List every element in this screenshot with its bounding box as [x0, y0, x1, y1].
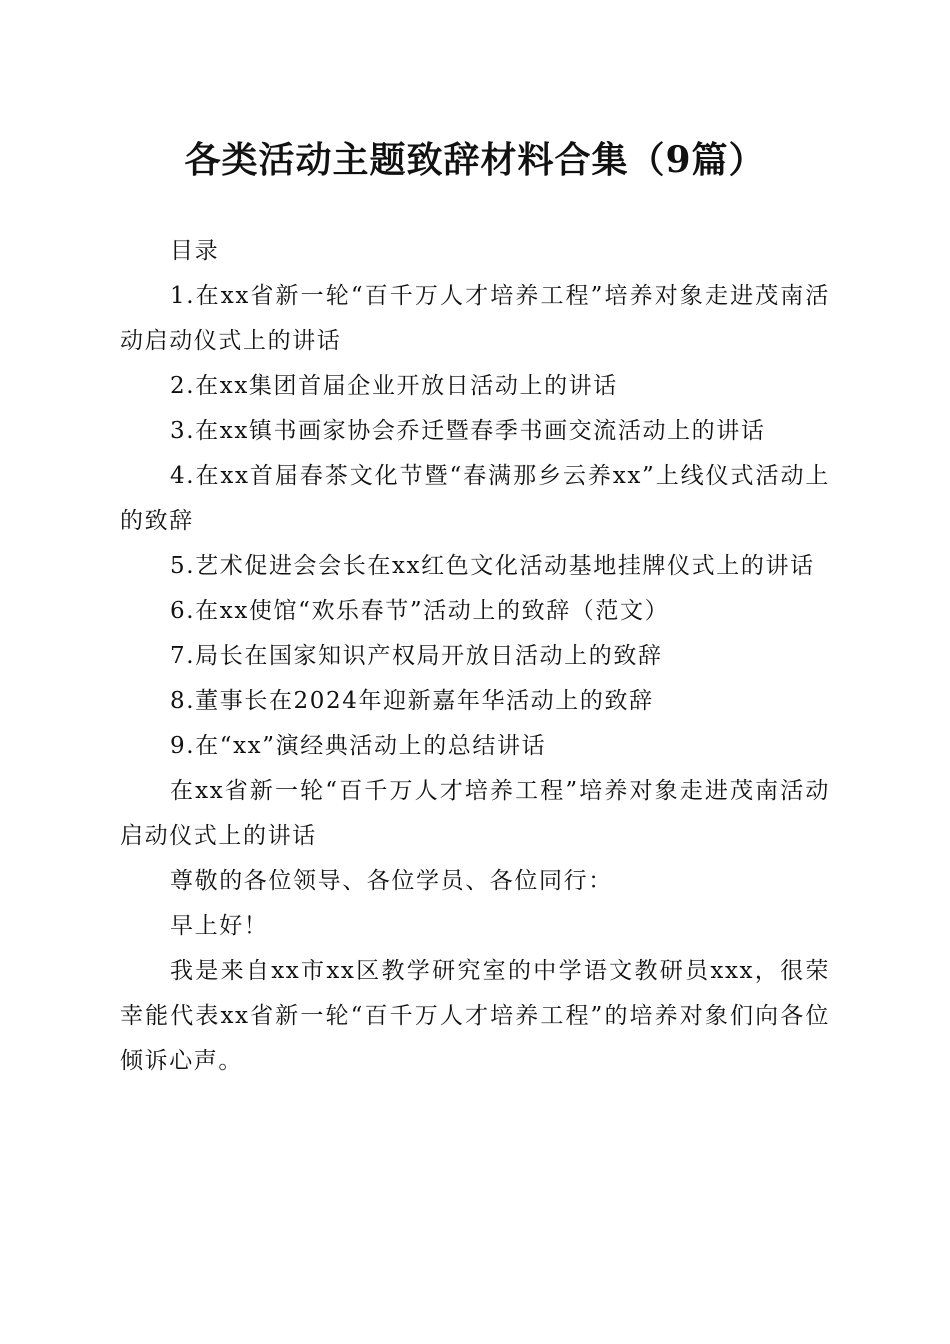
toc-item-9: 9.在“xx”演经典活动上的总结讲话 [170, 733, 547, 759]
toc-item-3: 3.在xx镇书画家协会乔迁暨春季书画交流活动上的讲话 [170, 418, 766, 444]
toc-item-7: 7.局长在国家知识产权局开放日活动上的致辞 [170, 643, 663, 669]
body-paragraph: 我是来自xx市xx区教学研究室的中学语文教研员xxx，很荣幸能代表xx省新一轮“百千万人才培养工程”的培养对象们向各位倾诉心声。 [120, 958, 830, 1074]
toc-item-4: 4.在xx首届春茶文化节暨“春满那乡云养xx”上线仪式活动上的致辞 [120, 463, 830, 534]
toc-item-1: 1.在xx省新一轮“百千万人才培养工程”培养对象走进茂南活动启动仪式上的讲话 [120, 283, 830, 354]
salutation: 尊敬的各位领导、各位学员、各位同行： [170, 868, 613, 894]
toc-item-6: 6.在xx使馆“欢乐春节”活动上的致辞（范文） [170, 598, 670, 624]
document-body [120, 229, 830, 1084]
document-title: 各类活动主题致辞材料合集（9篇） [184, 139, 766, 181]
toc-item-5: 5.艺术促进会会长在xx红色文化活动基地挂牌仪式上的讲话 [170, 553, 815, 579]
toc-heading: 目录 [170, 238, 220, 264]
section-title: 在xx省新一轮“百千万人才培养工程”培养对象走进茂南活动启动仪式上的讲话 [120, 778, 830, 849]
toc-item-2: 2.在xx集团首届企业开放日活动上的讲话 [170, 373, 618, 399]
greeting: 早上好！ [170, 913, 269, 939]
toc-item-8: 8.董事长在2024年迎新嘉年华活动上的致辞 [170, 688, 654, 714]
